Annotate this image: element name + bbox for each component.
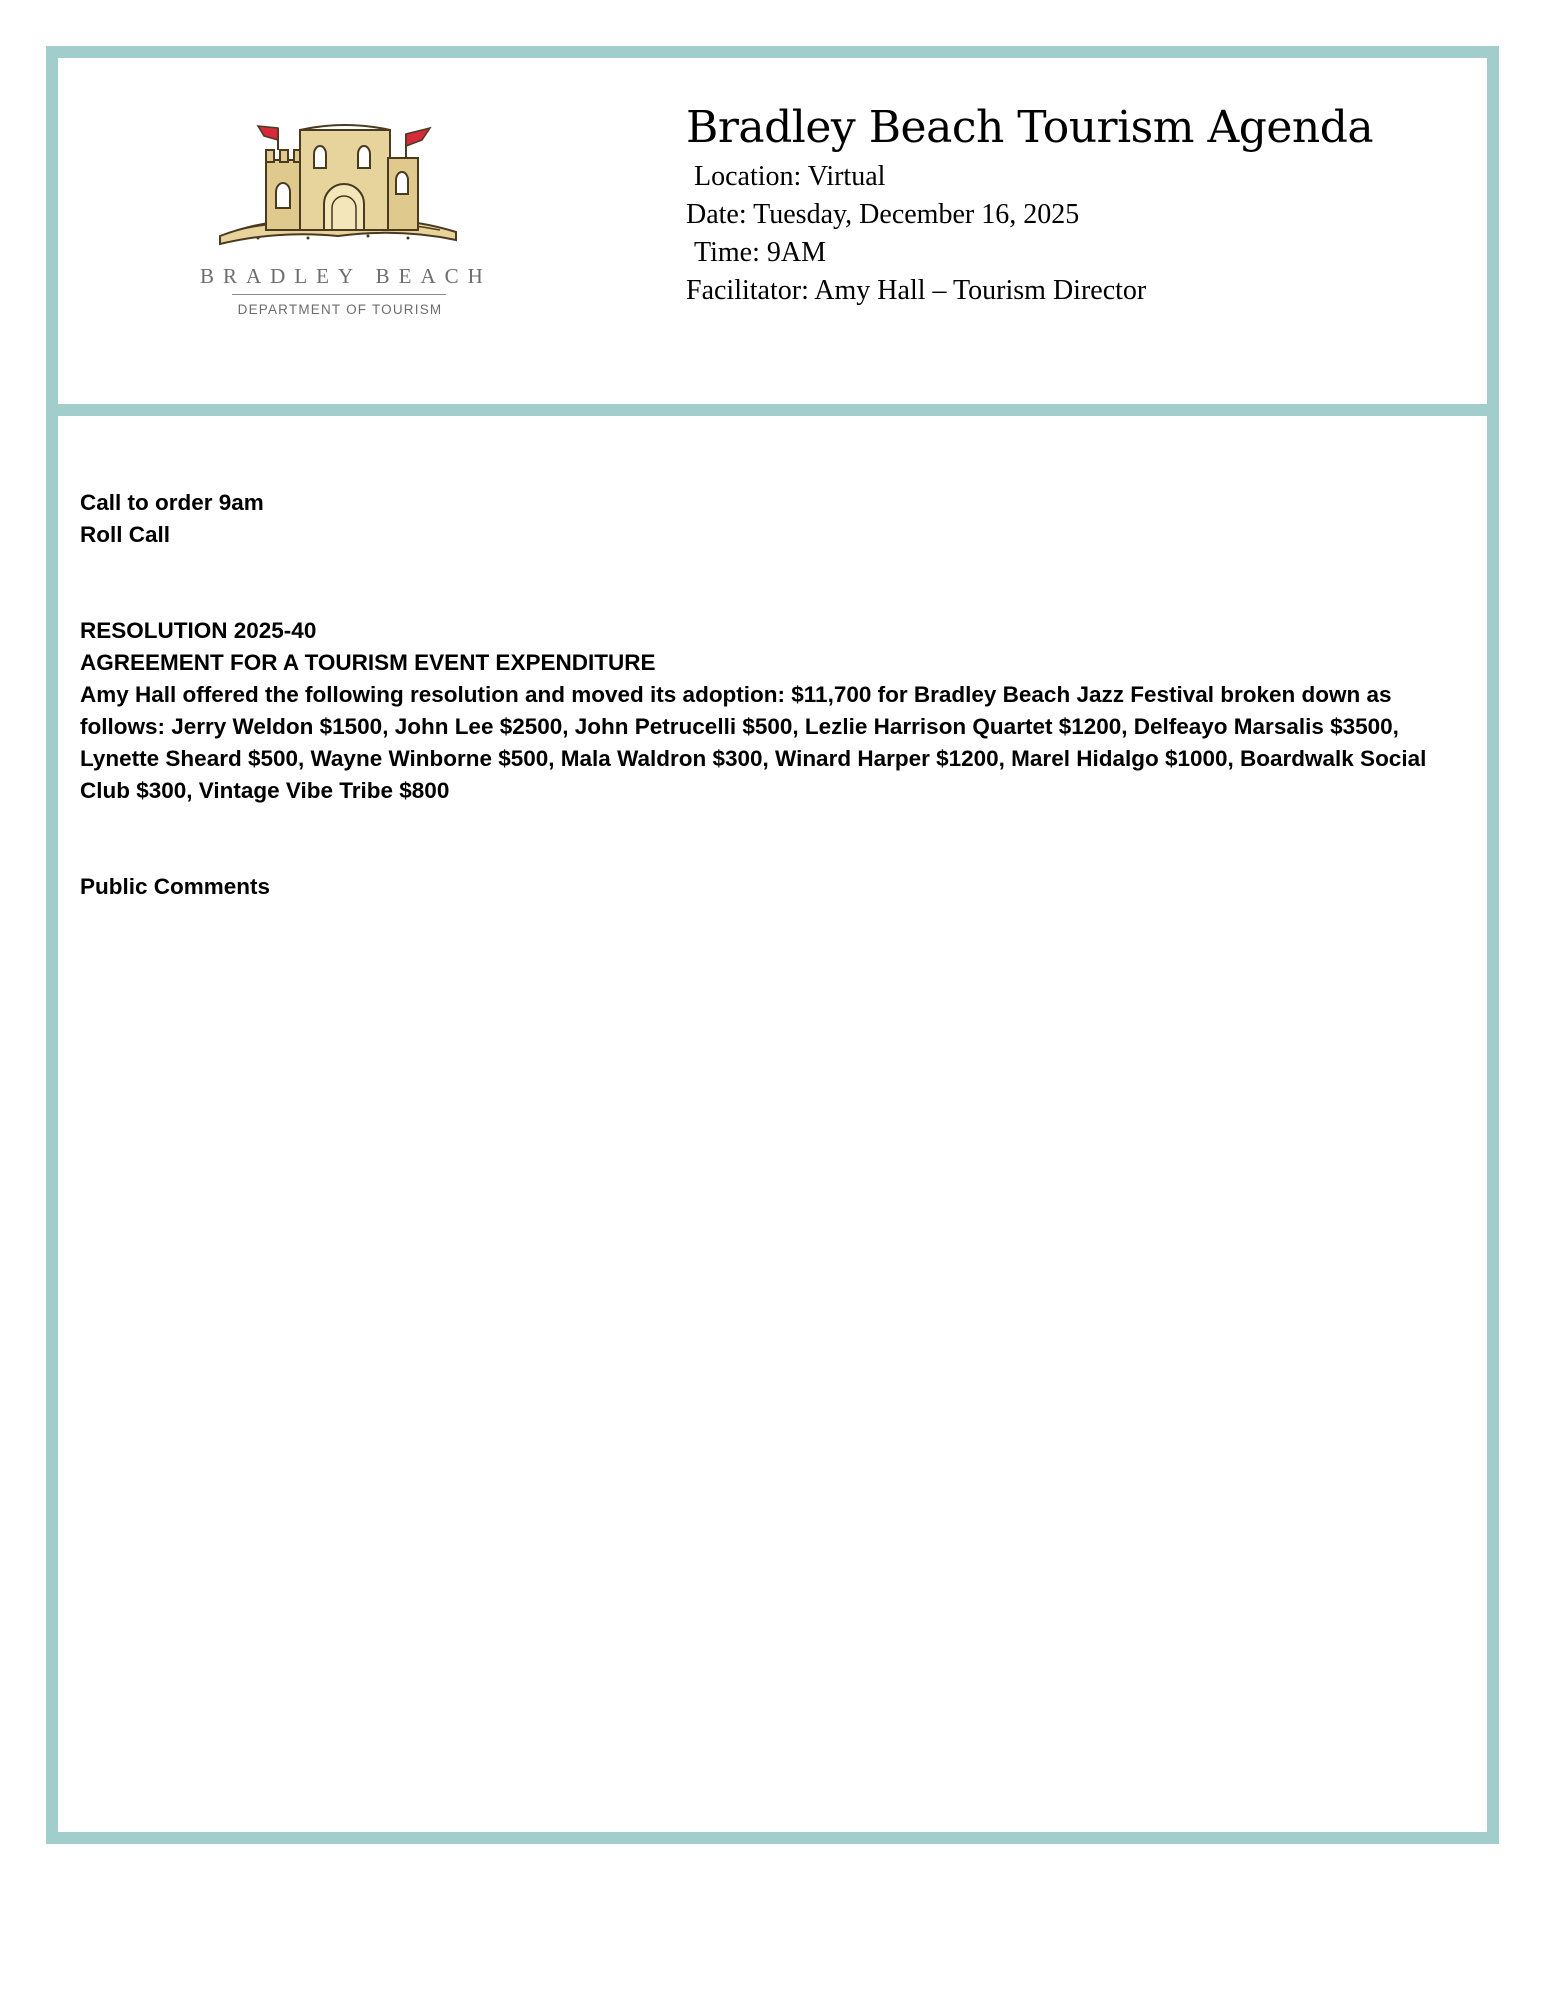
meeting-facilitator: Facilitator: Amy Hall – Tourism Director (686, 275, 1147, 306)
agenda-body (80, 487, 1480, 903)
logo-subtitle: DEPARTMENT OF TOURISM (237, 302, 443, 317)
meeting-date: Date: Tuesday, December 16, 2025 (686, 199, 1080, 230)
public-comments: Public Comments (80, 874, 271, 899)
agenda-header (686, 98, 1466, 310)
roll-call: Roll Call (80, 522, 171, 547)
resolution-number: RESOLUTION 2025-40 (80, 618, 317, 643)
call-to-order: Call to order 9am (80, 490, 264, 515)
logo-rule (232, 294, 446, 295)
logo-wordmark: BRADLEY BEACH (200, 264, 492, 288)
page-title: Bradley Beach Tourism Agenda (686, 102, 1374, 153)
sandcastle-icon (218, 118, 458, 256)
department-logo (200, 118, 492, 328)
meeting-location: Location: Virtual (694, 161, 886, 192)
resolution-text: Amy Hall offered the following resolution and moved its adoption: $11,700 for Bradley Beach Jazz Festival broken down as follows: Jerry Weldon $1500, John Lee $2500, John Petrucelli $500, Lezlie Harrison Quartet $1200, Delfeayo Marsalis $3500, Lynette Sheard $500, Wayne Winborne $500, Mala Waldron $300, Winard Harper $1200, Marel Hidalgo $1000, Boardwalk Social Club $300, Vintage Vibe Tribe $800 (80, 682, 1427, 803)
header-divider (46, 404, 1499, 416)
resolution-title: AGREEMENT FOR A TOURISM EVENT EXPENDITURE (80, 650, 656, 675)
meeting-time: Time: 9AM (694, 237, 827, 268)
